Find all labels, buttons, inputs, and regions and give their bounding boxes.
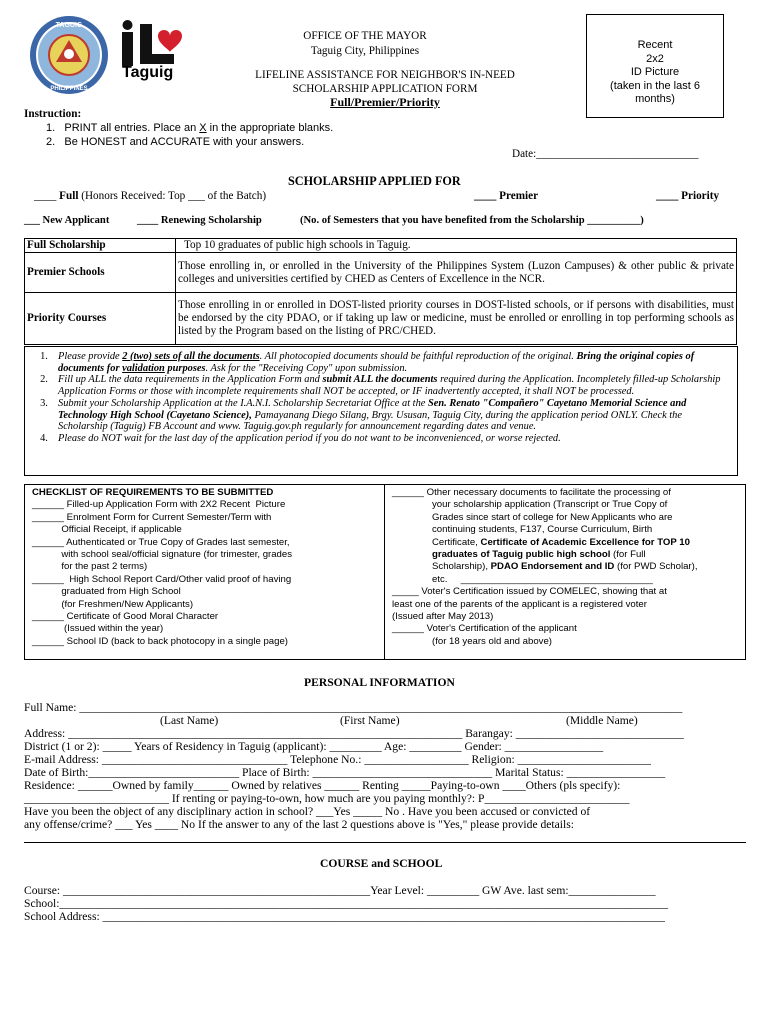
semesters-field[interactable]: (No. of Semesters that you have benefited from the Scholarship __________) <box>300 215 644 226</box>
criteria-text: Those enrolling in or enrolled in DOST-listed priority courses in DOST-listed schools, or if persons with disabilities, must be endorsed by the city PDAO, or if taking up law or medicine, must be enrolled or enrolling in top performing schools as listed by the Program based on the listing of PRC/CHED. <box>176 293 737 345</box>
svg-text:TAGUIG: TAGUIG <box>55 22 83 29</box>
checklist-text: (for Full <box>610 549 646 561</box>
checklist-item-cont: least one of the parents of the applicant is a registered voter <box>392 598 647 610</box>
checklist-item[interactable]: ______ Authenticated or True Copy of Grades last semester, <box>32 536 290 548</box>
checklist-item-cont: your scholarship application (Transcript or True Copy of <box>432 499 668 511</box>
instruction-title: Instruction: <box>24 108 82 120</box>
note-text: required during the Application. Incompletely filled-up Scholarship Application Forms or those with incomplete requirements shall NOT be accepted, or IF inadvertently accepted, it shall NOT be processed. <box>58 374 721 398</box>
note-text: Submit your Scholarship Application at the I.A.N.I. Scholarship Secretariat Office at the <box>58 397 428 409</box>
first-name-caption: (First Name) <box>340 714 400 727</box>
school-field[interactable]: School:_________________________________________________________________________________________________________ <box>24 897 669 910</box>
note-emphasis: purposes <box>164 362 206 374</box>
photo-line: 2x2 <box>646 52 664 65</box>
note-item <box>30 374 734 397</box>
photo-line: months) <box>635 93 675 105</box>
criteria-text: Those enrolling in, or enrolled in the University of the Philippines System (Luzon Campuses) & other public & private colleges and universities certified by CHED as Centers of Excellence in the NCR. <box>176 253 737 293</box>
middle-name-caption: (Middle Name) <box>566 714 638 727</box>
note-emphasis: submit ALL the documents <box>322 374 438 386</box>
note-emphasis: validation <box>122 362 165 374</box>
note-item <box>30 398 734 433</box>
note-text: Please provide <box>58 351 123 362</box>
note-item <box>30 351 734 374</box>
email-field[interactable]: E-mail Address: ________________________________ Telephone No.: __________________ Religion: _______________________ <box>24 753 651 766</box>
full-label: Full <box>59 190 79 202</box>
address-field[interactable]: Address: ____________________________________________________________________ Barangay: _____________________________ <box>24 727 684 740</box>
note-number: 2. <box>40 374 48 386</box>
birth-field[interactable]: Date of Birth:__________________________ Place of Birth: _______________________________ Marital Status: _________________ <box>24 766 666 779</box>
instruction-x: X <box>199 122 207 134</box>
photo-line: (taken in the last 6 <box>610 79 700 92</box>
office-title: OFFICE OF THE MAYOR <box>303 30 427 42</box>
details-line[interactable] <box>24 842 746 843</box>
full-honors: (Honors Received: Top ___ of the Batch) <box>78 190 267 202</box>
checklist-item-cont: (for 18 years old and above) <box>432 635 552 647</box>
checklist-emphasis: graduates of Taguig public high school <box>432 549 611 561</box>
checklist-item-cont <box>392 561 738 573</box>
checklist-item-cont: continuing students, F137, Course Curriculum, Birth <box>432 524 653 536</box>
instruction-item <box>46 122 333 136</box>
last-name-caption: (Last Name) <box>160 714 219 727</box>
note-text: . Ask for the "Receiving Copy" upon submission. <box>205 362 408 374</box>
ilove-taguig-logo <box>118 20 190 89</box>
photo-line: Recent <box>637 39 673 51</box>
note-number: 3. <box>40 397 48 409</box>
program-title: LIFELINE ASSISTANCE FOR NEIGHBOR'S IN-NEED <box>255 69 515 81</box>
checklist-item[interactable]: ______ Certificate of Good Moral Character <box>32 611 219 623</box>
note-item <box>30 433 734 445</box>
personal-section-title: PERSONAL INFORMATION <box>304 676 455 689</box>
full-option[interactable] <box>34 190 266 202</box>
checklist-text: (for PWD Scholar), <box>614 561 698 573</box>
checklist-item-cont: Official Receipt, if applicable <box>32 524 182 536</box>
table-row <box>25 293 737 345</box>
checklist-item[interactable]: _____ Voter's Certification issued by COMELEC, showing that at <box>392 586 667 598</box>
checklist-divider <box>384 484 385 660</box>
checklist-item-cont: for the past 2 terms) <box>32 561 148 573</box>
criteria-label: Priority Courses <box>25 293 176 345</box>
item-number: 2. <box>46 135 56 148</box>
scholarship-section-title: SCHOLARSHIP APPLIED FOR <box>288 174 461 188</box>
instruction-text: in the appropriate blanks. <box>206 122 334 134</box>
checklist-item-cont[interactable]: etc. ____________________________________ <box>432 573 653 585</box>
criteria-label: Full Scholarship <box>25 239 176 253</box>
checklist-text: Certificate, <box>432 536 481 548</box>
checklist-text: Scholarship), <box>432 561 491 573</box>
premier-option[interactable]: ____ Premier <box>474 190 539 202</box>
note-emphasis: Sen. Renato "Compañero" Cayetano Memorial Science and Technology High School (Cayetano Science), <box>58 397 687 421</box>
table-row <box>25 253 737 293</box>
note-text: Fill up ALL the data requirements in the Application Form and <box>58 374 323 386</box>
checklist-item-cont: graduated from High School <box>32 586 181 598</box>
checklist-item[interactable]: ______ Voter's Certification of the applicant <box>392 623 577 635</box>
date-field[interactable]: Date:_____________________________ <box>512 148 699 160</box>
logo-text: Taguig <box>122 64 174 81</box>
instruction-text: PRINT all entries. Place an <box>64 122 200 134</box>
full-blank: ____ <box>34 190 60 202</box>
full-name-field[interactable]: Full Name: ________________________________________________________________________________________________________ <box>24 701 683 714</box>
offense-field[interactable]: any offense/crime? ___ Yes ____ No If the answer to any of the last 2 questions above is "Yes," please provide details: <box>24 818 574 831</box>
payment-field[interactable]: _________________________ If renting or paying-to-own, how much are you paying monthly?: P_________________________ <box>24 792 630 805</box>
checklist-item-cont <box>392 549 738 561</box>
district-field[interactable]: District (1 or 2): _____ Years of Residency in Taguig (applicant): _________ Age: _________ Gender: _________________ <box>24 740 604 753</box>
scholarship-types: Full/Premier/Priority <box>330 95 440 109</box>
checklist-item[interactable]: ______ Filled-up Application Form with 2X2 Recent Picture <box>32 499 286 511</box>
item-number: 1. <box>46 122 56 134</box>
school-address-field[interactable]: School Address: _________________________________________________________________________________________________ <box>24 910 665 923</box>
checklist-item-cont <box>392 537 738 549</box>
city-name: Taguig City, Philippines <box>310 45 420 57</box>
svg-text:PHILIPPINES: PHILIPPINES <box>50 86 88 92</box>
checklist-item[interactable]: ______ School ID (back to back photocopy in a single page) <box>32 635 289 647</box>
checklist-item[interactable]: ______ Other necessary documents to facilitate the processing of <box>392 487 671 498</box>
checklist-left <box>32 487 292 648</box>
criteria-text: Top 10 graduates of public high schools in Taguig. <box>176 239 737 253</box>
checklist-item-cont: (Issued after May 2013) <box>392 611 494 623</box>
disciplinary-field[interactable]: Have you been the object of any disciplinary action in school? ___Yes _____ No . Have you been accused or convicted of <box>24 805 591 818</box>
city-seal-logo <box>28 14 110 99</box>
note-text: Pamayanang Diego Silang, Brgy. Ususan, Taguig City, during the application period ONLY. Check the Scholarship (Taguig) FB Account and www. Taguig.gov.ph regularly for announcement regarding dates and venue. <box>58 409 682 433</box>
residence-field[interactable]: Residence: ______Owned by family______ Owned by relatives ______ Renting _____Paying-to-own ____Others (pls specify): <box>24 779 621 792</box>
course-field[interactable]: Course: _____________________________________________________Year Level: _________ GW Ave. last sem:_______________ <box>24 884 656 897</box>
note-number: 4. <box>40 432 48 444</box>
photo-box[interactable] <box>586 14 724 118</box>
instruction-item <box>46 136 333 150</box>
checklist-item-cont: Grades since start of college for New Applicants who are <box>432 511 673 523</box>
checklist-item[interactable]: ______ High School Report Card/Other valid proof of having <box>32 573 292 585</box>
course-section-title: COURSE and SCHOOL <box>320 857 443 870</box>
checklist-emphasis: PDAO Endorsement and ID <box>490 561 615 573</box>
criteria-table <box>24 238 737 345</box>
notes-list <box>30 351 734 445</box>
table-row <box>25 239 737 253</box>
checklist-right <box>392 487 738 648</box>
checklist-item[interactable]: ______ Enrolment Form for Current Semester/Term with <box>32 511 272 523</box>
note-emphasis: Bring the original copies of documents for <box>58 351 695 374</box>
form-title: SCHOLARSHIP APPLICATION FORM <box>292 82 478 95</box>
new-applicant-option[interactable]: ___ New Applicant <box>24 215 110 226</box>
checklist-title: CHECKLIST OF REQUIREMENTS TO BE SUBMITTED <box>32 487 274 498</box>
note-number: 1. <box>40 351 48 362</box>
checklist-emphasis: Certificate of Academic Excellence for TOP 10 <box>480 536 690 548</box>
renewing-option[interactable]: ____ Renewing Scholarship <box>137 215 262 226</box>
photo-line: ID Picture <box>630 66 680 78</box>
note-text: . All photocopied documents should be faithful reproduction of the original. <box>259 351 577 362</box>
instruction-text: Be HONEST and ACCURATE with your answers. <box>64 135 305 148</box>
note-emphasis: 2 (two) sets of all the documents <box>122 351 260 362</box>
criteria-label: Premier Schools <box>25 253 176 293</box>
checklist-item-cont: (Issued within the year) <box>32 623 164 635</box>
note-text: Please do NOT wait for the last day of the application period if you do not want to be inconvenienced, or worse rejected. <box>58 432 561 444</box>
checklist-item-cont: with school seal/official signature (for trimester, grades <box>32 549 293 561</box>
checklist-item-cont: (for Freshmen/New Applicants) <box>32 598 194 610</box>
priority-option[interactable]: ____ Priority <box>656 190 720 202</box>
